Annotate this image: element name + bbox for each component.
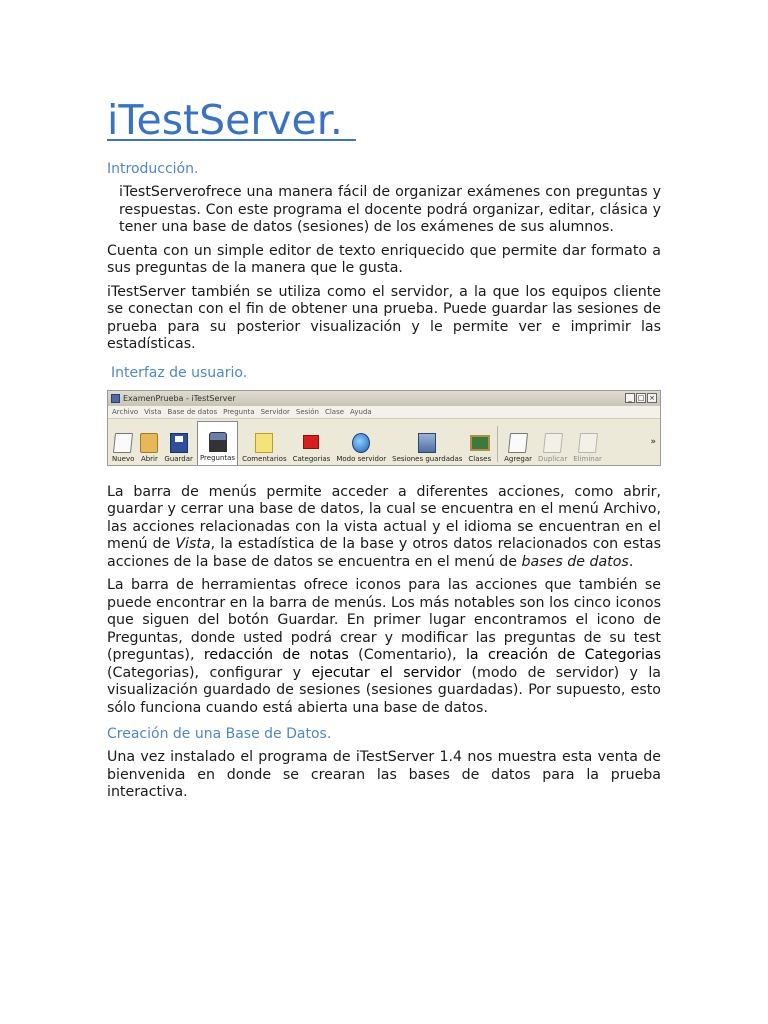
text-run: ejecutar el servidor: [311, 664, 462, 681]
heading-user-interface: Interfaz de usuario.: [111, 364, 248, 381]
menu-base-de-datos: Base de datos: [167, 407, 218, 416]
toolbar-sesiones-guardadas: [390, 421, 464, 466]
menu-servidor: Servidor: [260, 407, 290, 416]
document-content: [107, 92, 661, 808]
window-controls: [625, 393, 657, 403]
toolbar-label: Categorias: [292, 454, 331, 463]
app-icon: [111, 394, 120, 403]
paragraph-menubar: [107, 484, 661, 572]
menu-clase: Clase: [324, 407, 345, 416]
toolbar-categorias: [291, 421, 333, 466]
text-run: (Categorias), configurar y: [107, 664, 312, 681]
heading-introduction: Introducción.: [107, 161, 199, 177]
menu-vista: Vista: [144, 407, 162, 416]
menu-pregunta: Pregunta: [223, 407, 255, 416]
open-folder-icon: [140, 433, 158, 453]
toolbar-duplicar: [536, 421, 569, 466]
text-run: redacción de notas: [203, 647, 349, 663]
text-run: La barra de menús permite acceder a diferentes acciones, como abrir, guardar y cerrar una base de datos, la cual se encuentra en el menú Archivo, las acciones relacionadas con la vista actual y el idioma se encuentran en el menú de: [107, 483, 661, 552]
toolbar-label: Agregar: [504, 454, 533, 463]
globe-icon: [352, 433, 370, 453]
window-titlebar: [108, 391, 660, 406]
close-button: ×: [647, 393, 657, 403]
save-icon: [170, 433, 188, 453]
menu-sesion: Sesión: [295, 407, 319, 416]
toolbar-preguntas: [197, 421, 238, 466]
toolbar-eliminar: [571, 421, 604, 466]
menu-archivo: Archivo: [112, 407, 139, 416]
toolbar-label: Comentarios: [242, 454, 287, 463]
toolbar-label: Duplicar: [538, 454, 568, 463]
flag-icon: [303, 435, 319, 449]
toolbar-label: Guardar: [164, 454, 193, 463]
toolbar-label: Abrir: [140, 454, 158, 463]
text-run: , la estadística de la base y otros datos relacionados con estas acciones de la base de datos se encuentra en el menú de: [107, 536, 661, 570]
toolbar: [108, 419, 660, 466]
toolbar-label: Sesiones guardadas: [392, 454, 463, 463]
toolbar-guardar: [162, 421, 195, 466]
app-screenshot: [107, 390, 661, 466]
toolbar-comentarios: [240, 421, 289, 466]
paragraph-intro-3: iTestServer también se utiliza como el servidor, a la que los equipos cliente se conectan con el fin de obtener una prueba. Puede guardar las sesiones de prueba para su posterior visualización y le permite ver e imprimir las estadísticas.: [107, 283, 661, 352]
text-run: .: [628, 553, 634, 570]
document-title: iTestServer.: [107, 96, 356, 144]
toolbar-abrir: [138, 421, 160, 466]
toolbar-label: Preguntas: [199, 453, 236, 462]
text-run: La barra de herramientas ofrece iconos para las acciones que también se puede encontrar en la barra de menús. Los más notables son los cinco iconos que siguen del botón Guardar. En primer lugar encontramos el icono de Preguntas, donde usted podrá crear y modificar las preguntas de su test (preguntas),: [107, 577, 661, 663]
comments-icon: [255, 433, 273, 453]
toolbar-label: Eliminar: [573, 454, 602, 463]
maximize-button: □: [637, 394, 645, 402]
toolbar-label: Nuevo: [112, 454, 135, 463]
toolbar-overflow-icon: »: [650, 436, 656, 447]
text-run: la creación de Categorias: [465, 647, 662, 663]
new-document-icon: [113, 433, 133, 453]
toolbar-label: Modo servidor: [336, 454, 387, 463]
toolbar-label: Clases: [468, 454, 492, 463]
text-emphasis: bases de datos: [521, 553, 629, 570]
delete-icon: [577, 433, 597, 453]
toolbar-agregar: [502, 421, 534, 466]
menubar: [108, 406, 660, 419]
questions-icon: [209, 432, 227, 452]
text-run: (modo de servidor) y la visualización guardado de sesiones (sesiones guardadas). Por supuesto, esto sólo funciona cuando está abierta una base de datos.: [107, 664, 661, 716]
minimize-button: _: [625, 393, 635, 403]
duplicate-icon: [543, 433, 563, 453]
saved-sessions-icon: [418, 433, 436, 453]
text-emphasis: Vista: [175, 536, 211, 552]
toolbar-separator: [497, 426, 498, 462]
toolbar-nuevo: [110, 421, 136, 466]
toolbar-clases: [466, 421, 493, 466]
window-title: ExamenPrueba - iTestServer: [123, 393, 236, 403]
heading-database-creation: Creación de una Base de Datos.: [107, 726, 332, 742]
paragraph-intro-1: iTestServerofrece una manera fácil de organizar exámenes con preguntas y respuestas. Con este programa el docente podrá organizar, editar, clásica y tener una base de datos (sesiones) de los exámenes de sus alumnos.: [119, 184, 661, 235]
paragraph-toolbar: [107, 577, 661, 717]
chalkboard-icon: [470, 435, 490, 451]
paragraph-database-creation: Una vez instalado el programa de iTestServer 1.4 nos muestra esta venta de bienvenida en donde se crearan las bases de datos para la prueba interactiva.: [107, 749, 661, 800]
text-run: (Comentario),: [348, 647, 466, 663]
add-document-icon: [508, 433, 528, 453]
toolbar-modo-servidor: [334, 421, 388, 466]
menu-ayuda: Ayuda: [350, 407, 372, 416]
paragraph-intro-2: Cuenta con un simple editor de texto enriquecido que permite dar formato a sus preguntas de la manera que le gusta.: [107, 242, 661, 276]
